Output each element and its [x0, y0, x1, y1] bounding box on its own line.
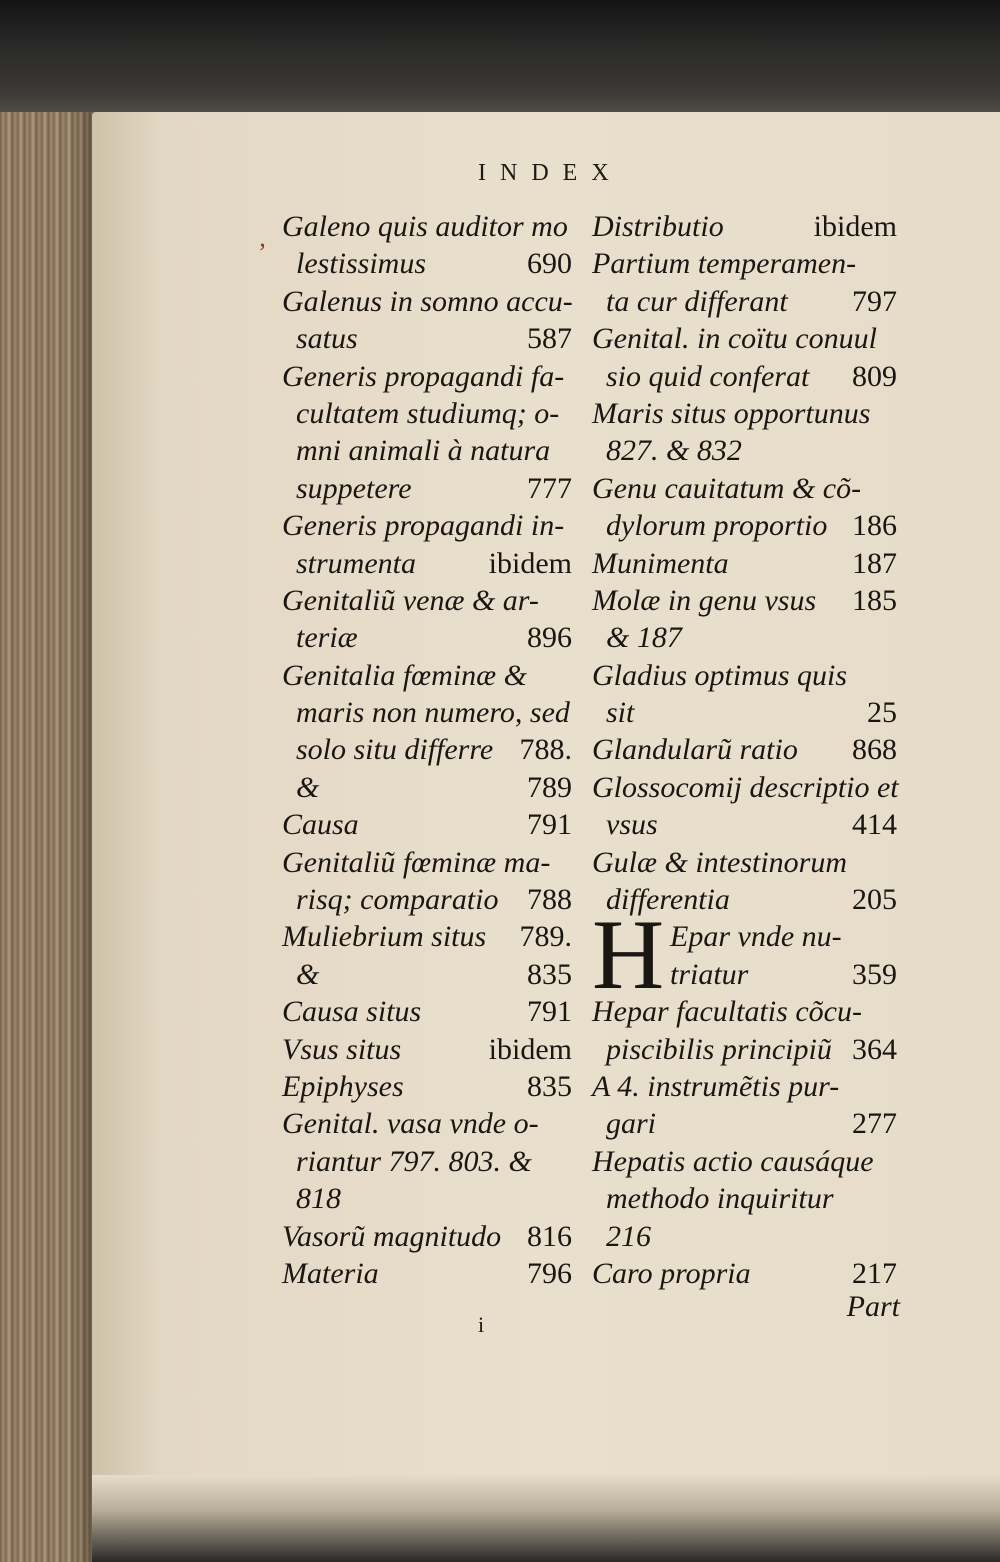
index-entry-page-number: 835: [527, 957, 572, 991]
index-entry-text: &: [296, 957, 320, 991]
index-entry: [592, 1180, 897, 1217]
index-entry-text: Galenus in somno accu-: [282, 284, 573, 318]
index-entry-text: cultatem studiumq; o-: [296, 396, 560, 430]
index-entry-text: Epiphyses: [282, 1069, 404, 1103]
index-entry: [282, 806, 572, 843]
index-entry: [282, 582, 572, 619]
index-entry: [592, 844, 897, 881]
index-entry-text: sit: [606, 696, 635, 730]
index-entry: [282, 545, 572, 582]
index-entry-text: Causa: [282, 808, 359, 842]
index-entry-page-number: 809: [852, 359, 897, 393]
index-entry: [592, 470, 897, 507]
index-entry-text: satus: [296, 322, 358, 356]
index-entry-text: Molæ in genu vsus: [592, 583, 817, 617]
index-entry-page-number: 868: [852, 733, 897, 767]
index-entry-text: triatur: [670, 957, 749, 991]
index-entry: [282, 1031, 572, 1068]
index-entry-text: Genitaliũ fœminæ ma-: [282, 845, 551, 879]
index-entry: [592, 245, 897, 282]
index-entry-text: Distributio: [592, 210, 724, 243]
index-entry-page-number: 816: [527, 1219, 572, 1253]
index-entry-text: Genital. in coïtu conuul: [592, 322, 877, 356]
index-entry-page-number: 791: [527, 995, 572, 1029]
index-entry: [592, 1143, 897, 1180]
decorated-initial: H: [592, 899, 665, 1010]
page-header: INDEX: [478, 160, 623, 186]
index-entry-text: Hepatis actio causáque: [592, 1144, 874, 1178]
index-entry-page-number: ibidem: [488, 546, 572, 580]
index-entry: [282, 470, 572, 507]
index-entry-page-number: 187: [852, 546, 897, 580]
index-entry-page-number: ibidem: [488, 1032, 572, 1066]
index-entry-text: sio quid conferat: [606, 359, 810, 393]
index-entry-text: vsus: [606, 808, 658, 842]
index-entry-text: Causa situs: [282, 995, 422, 1029]
index-entry-text: Gulæ & intestinorum: [592, 845, 848, 879]
index-entry-page-number: 587: [527, 322, 572, 356]
page-bottom-shadow: [92, 1475, 1000, 1562]
index-entry-text: risq; comparatio: [296, 883, 499, 917]
index-entry: [282, 1218, 572, 1255]
index-entry-page-number: 789: [527, 770, 572, 804]
index-entry-text: piscibilis principiũ: [606, 1032, 832, 1066]
index-entry: [592, 358, 897, 395]
book-page-edges: [0, 112, 100, 1562]
index-entry-text: Genitaliũ venæ & ar-: [282, 583, 539, 617]
index-entry: [282, 1068, 572, 1105]
index-entry-text: Vasorũ magnitudo: [282, 1219, 502, 1253]
index-entry: [282, 245, 572, 282]
index-entry-text: 818: [296, 1182, 341, 1216]
index-entry: [592, 694, 897, 731]
index-entry-page-number: ibidem: [813, 210, 897, 243]
index-entry: [282, 657, 572, 694]
index-entry: [592, 1105, 897, 1142]
index-entry-page-number: 277: [852, 1107, 897, 1141]
index-entry-text: Munimenta: [592, 546, 729, 580]
index-entry-text: dylorum proportio: [606, 509, 828, 543]
index-entry: [592, 545, 897, 582]
index-entry-page-number: 777: [527, 471, 572, 505]
index-entry: [282, 844, 572, 881]
index-entry-text: &: [296, 770, 320, 804]
index-entry-text: differentia: [606, 883, 730, 917]
index-entry: [592, 1255, 897, 1292]
index-entry-page-number: 788.: [519, 733, 572, 767]
index-entry: [592, 1031, 897, 1068]
index-entry: [592, 1218, 897, 1255]
dark-background-top: [0, 0, 1000, 120]
index-entry-page-number: 796: [527, 1256, 572, 1290]
index-entry-text: Vsus situs: [282, 1032, 402, 1066]
index-entry: [592, 507, 897, 544]
index-entry-text: gari: [606, 1107, 657, 1141]
index-entry-text: strumenta: [296, 546, 416, 580]
index-entry-text: & 187: [606, 621, 682, 655]
index-entry-page-number: 788: [527, 883, 572, 917]
index-entry: [282, 283, 572, 320]
catchword: Part: [846, 1290, 900, 1323]
index-entry: [592, 731, 897, 768]
index-entry: [282, 769, 572, 806]
index-entry-text: Generis propagandi in-: [282, 509, 565, 543]
index-entry-page-number: 217: [852, 1256, 897, 1290]
index-entry-text: A 4. instrumẽtis pur-: [592, 1069, 840, 1103]
index-entry: [592, 1068, 897, 1105]
index-entry: [282, 1180, 572, 1217]
index-entry-page-number: 789.: [519, 920, 572, 954]
index-entry-page-number: 835: [527, 1069, 572, 1103]
index-entry: [592, 432, 897, 469]
index-entry: [282, 208, 572, 245]
index-entry-text: Genu cauitatum & cõ-: [592, 471, 862, 505]
index-entry: [282, 395, 572, 432]
index-entry-text: Muliebrium situs: [282, 920, 487, 954]
index-entry: [282, 507, 572, 544]
index-entry-text: methodo inquiritur: [606, 1182, 834, 1216]
index-entry: [282, 956, 572, 993]
index-entry: [282, 432, 572, 469]
index-entry: [282, 1255, 572, 1292]
index-entry: [282, 918, 572, 955]
index-entry: [282, 1143, 572, 1180]
index-entry-text: Generis propagandi fa-: [282, 359, 565, 393]
index-entry-page-number: 690: [527, 247, 572, 281]
index-entry: [592, 208, 897, 245]
index-column-right: [592, 208, 897, 1292]
index-entry-text: Hepar facultatis cõcu-: [592, 995, 862, 1029]
index-entry-text: Materia: [282, 1256, 379, 1290]
index-entry-page-number: 896: [527, 621, 572, 655]
index-entry-text: mni animali à natura: [296, 434, 551, 468]
index-entry: [282, 619, 572, 656]
index-column-left: [282, 208, 572, 1292]
index-entry-text: maris non numero, sed: [296, 696, 570, 730]
signature-mark: i: [478, 1312, 485, 1337]
index-entry-text: riantur 797. 803. &: [296, 1144, 532, 1178]
index-entry-text: Gladius optimus quis: [592, 658, 848, 692]
index-entry-page-number: 186: [852, 509, 897, 543]
index-entry-page-number: 185: [852, 583, 897, 617]
index-entry: [592, 657, 897, 694]
index-entry: [592, 283, 897, 320]
index-entry-page-number: 797: [852, 284, 897, 318]
index-entry-page-number: 791: [527, 808, 572, 842]
index-entry: [282, 881, 572, 918]
index-entry-text: Glandularũ ratio: [592, 733, 798, 767]
index-entry: [592, 619, 897, 656]
index-entry: [592, 320, 897, 357]
index-entry: [592, 582, 897, 619]
index-entry-text: Maris situs opportunus: [592, 396, 871, 430]
index-entry-text: 827. & 832: [606, 434, 742, 468]
index-entry: [592, 806, 897, 843]
index-entry: [282, 993, 572, 1030]
index-entry-text: Genitalia fœminæ &: [282, 658, 528, 692]
index-entry-text: Genital. vasa vnde o-: [282, 1107, 539, 1141]
margin-mark: ’: [258, 238, 267, 267]
index-entry-page-number: 364: [852, 1032, 897, 1066]
index-entry: [282, 694, 572, 731]
index-entry-text: 216: [606, 1219, 651, 1253]
index-entry-page-number: 414: [852, 808, 897, 842]
index-entry-text: lestissimus: [296, 247, 427, 281]
index-entry-text: Glossocomij descriptio et: [592, 770, 899, 804]
index-entry-text: suppetere: [296, 471, 412, 505]
index-entry-text: Partium temperamen-: [592, 247, 857, 281]
index-entry: [282, 320, 572, 357]
index-entry-text: Caro propria: [592, 1256, 751, 1290]
index-entry-page-number: 25: [867, 696, 897, 730]
index-entry: [592, 769, 897, 806]
index-entry-page-number: 205: [852, 883, 897, 917]
index-entry: [282, 358, 572, 395]
index-entry-text: teriæ: [296, 621, 358, 655]
index-entry-text: Galeno quis auditor mo: [282, 210, 568, 243]
index-entry: [592, 395, 897, 432]
index-entry: [282, 731, 572, 768]
index-entry-page-number: 359: [852, 957, 897, 991]
index-entry-text: ta cur differant: [606, 284, 788, 318]
index-entry-text: solo situ differre: [296, 733, 494, 767]
index-entry-text: Epar vnde nu-: [670, 920, 842, 954]
index-entry: [282, 1105, 572, 1142]
